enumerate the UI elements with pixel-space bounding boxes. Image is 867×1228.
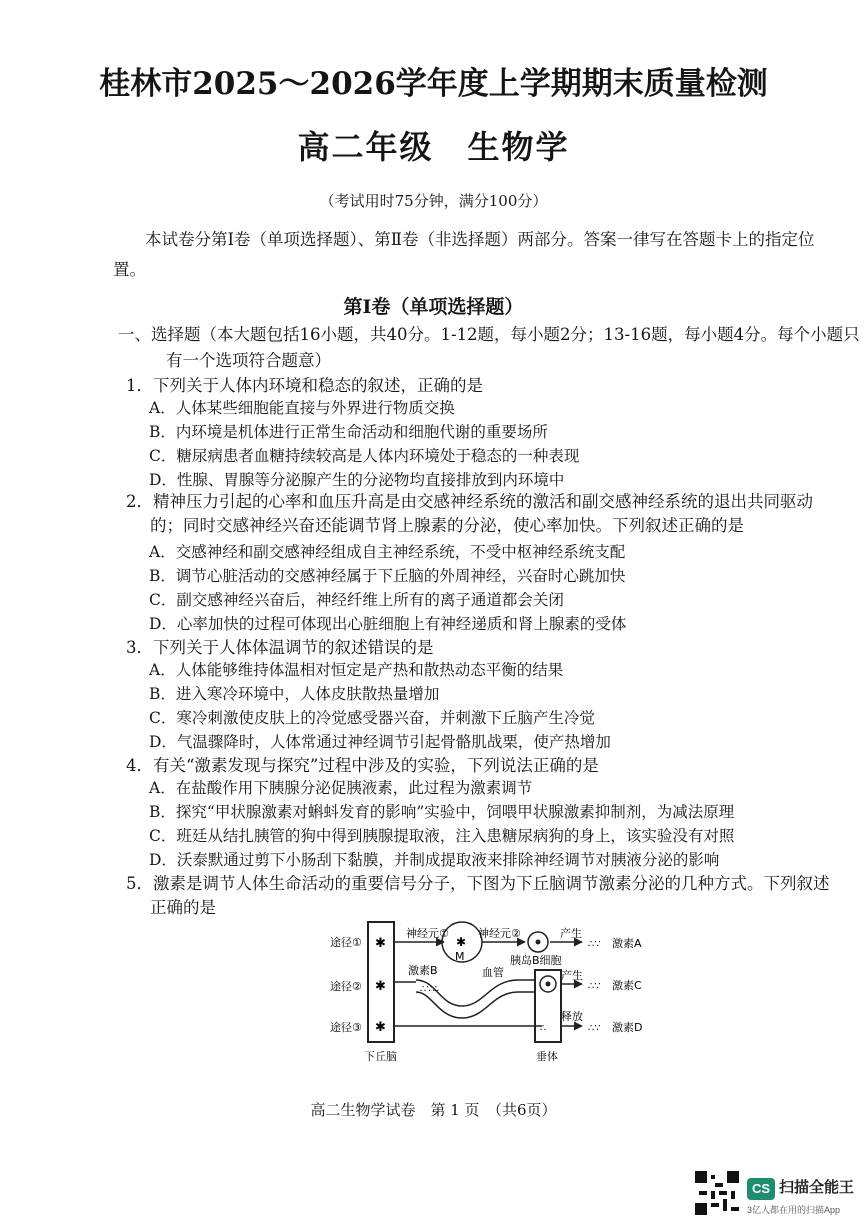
- pituitary-box: [535, 970, 561, 1042]
- produce-label-2: 产生: [561, 969, 583, 982]
- scanner-app-name: 扫描全能王: [779, 1179, 855, 1196]
- neuron-cell-icon-1: ✱: [375, 936, 386, 951]
- m-label: M: [455, 950, 465, 963]
- question-1-option-c: C．糖尿病患者血糖持续较高是人体内环境处于稳态的一种表现: [149, 447, 580, 465]
- exam-title: 桂林市2025～2026学年度上学期期末质量检测: [99, 66, 768, 102]
- path-2-label: 途径②: [330, 980, 362, 993]
- path-3-label: 途径③: [330, 1021, 362, 1034]
- hormone-d-dots: ∴∵: [588, 1023, 601, 1034]
- question-1-option-d: D．性腺、胃腺等分泌腺产生的分泌物均直接排放到内环境中: [149, 471, 565, 489]
- question-4-stem: 4．有关“激素发现与探究”过程中涉及的实验，下列说法正确的是: [126, 756, 599, 775]
- release-label: 释放: [561, 1010, 583, 1023]
- question-1-option-b: B．内环境是机体进行正常生命活动和细胞代谢的重要场所: [149, 423, 548, 441]
- pituitary-cell-nucleus: [546, 982, 551, 987]
- produce-label-1: 产生: [560, 927, 582, 940]
- qr-code-icon: [695, 1171, 739, 1215]
- neuron-2-label: 神经元②: [478, 927, 521, 940]
- hormone-a-dots: ∴∵: [588, 939, 601, 950]
- question-1-stem: 1．下列关于人体内环境和稳态的叙述，正确的是: [126, 376, 483, 395]
- hypothalamus-regulation-diagram: [320, 918, 680, 1068]
- hypothalamus-label: 下丘脑: [364, 1050, 397, 1063]
- question-2-option-d: D．心率加快的过程可体现出心脏细胞上有神经递质和肾上腺素的受体: [149, 615, 627, 633]
- part-one-title: 第Ⅰ卷（单项选择题）: [343, 296, 524, 318]
- exam-note: （考试用时75分钟，满分100分）: [319, 192, 548, 210]
- synapse-icon: ✱: [456, 935, 467, 949]
- scanner-app-tagline: 3亿人都在用的扫描App: [747, 1205, 841, 1215]
- scanner-watermark: [695, 1168, 863, 1223]
- hormone-a-label: 激素A: [612, 937, 642, 950]
- islet-b-cell-nucleus: [536, 940, 541, 945]
- question-3-option-a: A．人体能够维持体温相对恒定是产热和散热动态平衡的结果: [149, 661, 564, 679]
- hormone-c-label: 激素C: [612, 979, 642, 992]
- section-heading: 一、选择题（本大题包括16小题，共40分。1-12题，每小题2分；13-16题，每小题4分。每个小题只有一个选项符合题意）: [118, 325, 860, 370]
- question-2-option-b: B．调节心脏活动的交感神经属于下丘脑的外周神经，兴奋时心跳加快: [149, 567, 626, 585]
- cs-logo-icon: CS: [747, 1178, 775, 1200]
- islet-b-cell-label: 胰岛B细胞: [510, 954, 562, 967]
- question-3-option-c: C．寒冷刺激使皮肤上的冷觉感受器兴奋，并刺激下丘脑产生冷觉: [149, 709, 595, 727]
- question-2-stem: 2．精神压力引起的心率和血压升高是由交感神经系统的激活和副交感神经系统的退出共同驱动的；同时交感神经兴奋还能调节肾上腺素的分泌，使心率加快。下列叙述正确的是: [126, 492, 813, 535]
- neuron-cell-icon-3: ✱: [375, 1020, 386, 1035]
- vessel-label: 血管: [482, 966, 504, 979]
- blood-vessel-lower: [416, 992, 535, 1018]
- pituitary-label: 垂体: [536, 1050, 558, 1063]
- question-4-option-b: B．探究“甲状腺激素对蝌蚪发育的影响”实验中，饲喂甲状腺激素抑制剂，为减法原理: [149, 803, 735, 821]
- path-1-label: 途径①: [330, 936, 362, 949]
- question-3-option-d: D．气温骤降时，人体常通过神经调节引起骨骼肌战栗，使产热增加: [149, 733, 611, 751]
- question-2-option-c: C．副交感神经兴奋后，神经纤维上所有的离子通道都会关闭: [149, 591, 564, 609]
- question-1-option-a: A．人体某些细胞能直接与外界进行物质交换: [149, 399, 455, 417]
- question-4-option-c: C．班廷从结扎胰管的狗中得到胰腺提取液，注入患糖尿病狗的身上，该实验没有对照: [149, 827, 735, 845]
- question-5-stem: 5．激素是调节人体生命活动的重要信号分子，下图为下丘脑调节激素分泌的几种方式。下列叙述正确的是: [126, 874, 830, 917]
- hormone-b-label: 激素B: [408, 964, 438, 977]
- question-3-option-b: B．进入寒冷环境中，人体皮肤散热量增加: [149, 685, 440, 703]
- question-4-option-a: A．在盐酸作用下胰腺分泌促胰液素，此过程为激素调节: [149, 779, 533, 797]
- exam-intro: 本试卷分第Ⅰ卷（单项选择题）、第Ⅱ卷（非选择题）两部分。答案一律写在答题卡上的指定位置。: [113, 230, 815, 279]
- hormone-b-dots: ∴∵∴: [420, 984, 440, 995]
- question-3-stem: 3．下列关于人体体温调节的叙述错误的是: [126, 638, 434, 657]
- neuron-1-label: 神经元①: [406, 927, 449, 940]
- question-2-option-a: A．交感神经和副交感神经组成自主神经系统，不受中枢神经系统支配: [149, 543, 626, 561]
- exam-subtitle: 高二年级 生物学: [297, 128, 570, 166]
- page-footer: 高二生物学试卷 第 1 页 （共6页）: [310, 1101, 557, 1119]
- hormone-c-dots: ∴∵: [588, 981, 601, 992]
- neuron-cell-icon-2: ✱: [375, 979, 386, 994]
- release-dots: ∴: [540, 1023, 547, 1034]
- hormone-d-label: 激素D: [612, 1021, 643, 1034]
- question-4-option-d: D．沃泰默通过剪下小肠刮下黏膜，并制成提取液来排除神经调节对胰液分泌的影响: [149, 851, 720, 869]
